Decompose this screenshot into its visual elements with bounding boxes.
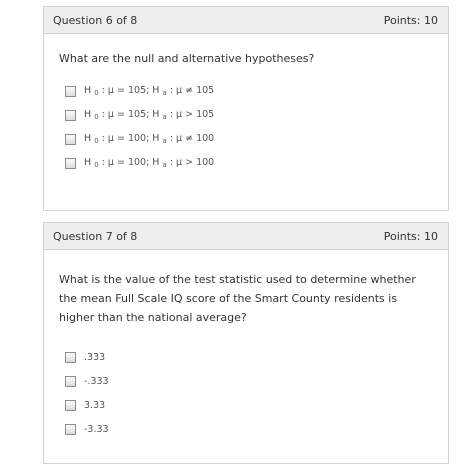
- answer-label: H $_0$ : μ = 100; H $_a$ : μ ≠ 100: [84, 133, 215, 145]
- answer-option[interactable]: [65, 417, 433, 441]
- answer-option[interactable]: [65, 151, 433, 175]
- answer-options: [65, 79, 433, 175]
- question-prompt: What are the null and alternative hypotheses?: [59, 52, 315, 65]
- question-card-6: [43, 6, 449, 211]
- answer-option[interactable]: [65, 103, 433, 127]
- question-header: [44, 223, 448, 250]
- answer-label: -3.33: [84, 423, 109, 435]
- answer-checkbox[interactable]: [65, 352, 76, 363]
- answer-checkbox[interactable]: [65, 424, 76, 435]
- answer-option[interactable]: [65, 127, 433, 151]
- question-points: Points: 10: [383, 229, 438, 243]
- answer-option[interactable]: [65, 79, 433, 103]
- question-number: Question 7 of 8: [53, 229, 138, 243]
- question-header: [44, 7, 448, 34]
- answer-checkbox[interactable]: [65, 376, 76, 387]
- question-card-7: [43, 222, 449, 464]
- answer-label: H $_0$ : μ = 105; H $_a$ : μ ≠ 105: [84, 85, 215, 97]
- answer-label: -.333: [84, 375, 109, 387]
- answer-checkbox[interactable]: [65, 110, 76, 121]
- answer-label: .333: [84, 351, 106, 363]
- answer-checkbox[interactable]: [65, 134, 76, 145]
- answer-checkbox[interactable]: [65, 400, 76, 411]
- question-prompt: What is the value of the test statistic used to determine whether the mean Full Scale IQ score of the Smart County residents is higher than the national average?: [59, 273, 416, 324]
- answer-option[interactable]: [65, 393, 433, 417]
- answer-label: 3.33: [84, 399, 106, 411]
- answer-label: H $_0$ : μ = 105; H $_a$ : μ > 105: [84, 109, 215, 121]
- answer-checkbox[interactable]: [65, 158, 76, 169]
- answer-label: H $_0$ : μ = 100; H $_a$ : μ > 100: [84, 157, 215, 169]
- answer-option[interactable]: [65, 369, 433, 393]
- question-points: Points: 10: [383, 13, 438, 27]
- answer-checkbox[interactable]: [65, 86, 76, 97]
- answer-option[interactable]: [65, 345, 433, 369]
- question-number: Question 6 of 8: [53, 13, 138, 27]
- answer-options: [65, 345, 433, 441]
